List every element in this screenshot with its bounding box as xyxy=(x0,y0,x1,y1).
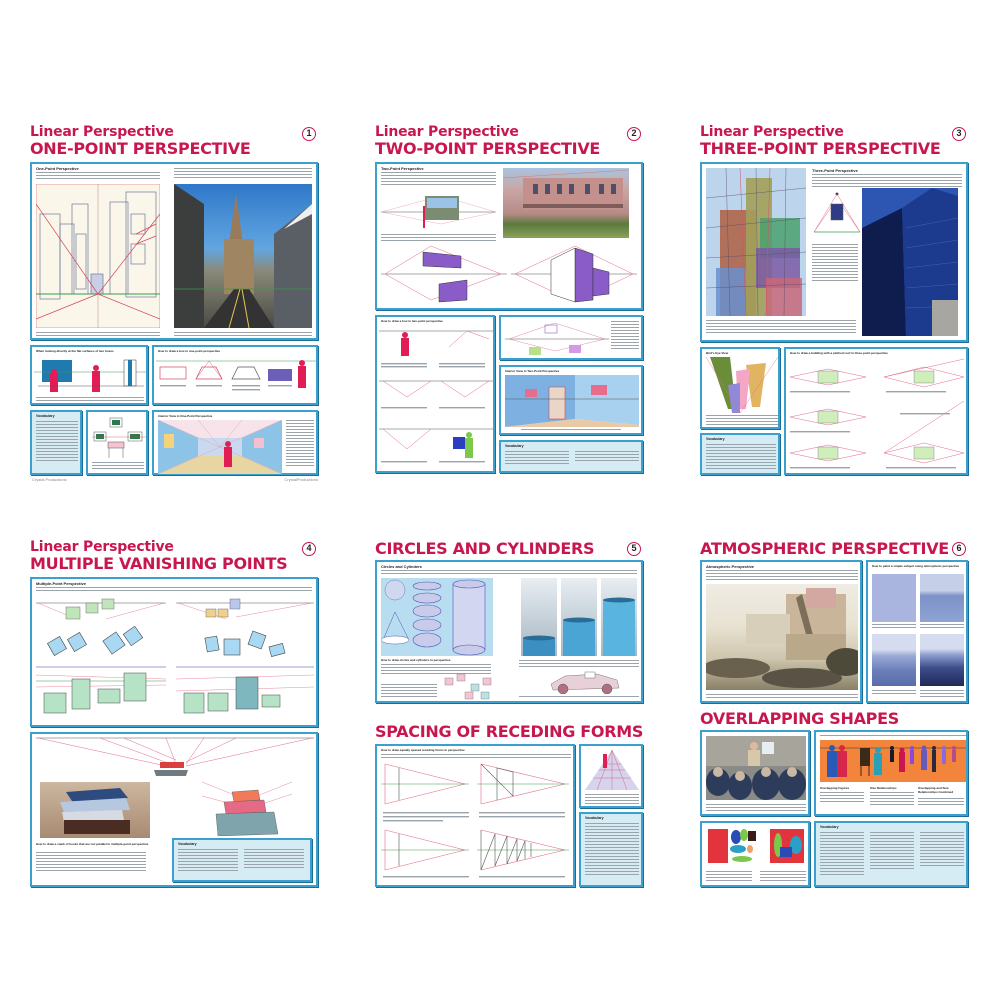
panel-title: Vocabulary xyxy=(706,437,725,441)
intro-panel xyxy=(375,162,643,310)
building-steps-illustration xyxy=(788,357,966,473)
poster-header xyxy=(375,125,645,163)
panel-title: How to draw equally spaced receding forms in perspective xyxy=(381,748,465,752)
painted-building-illustration xyxy=(706,168,806,316)
panel-title: Vocabulary xyxy=(178,842,197,846)
poster-three-point-perspective xyxy=(700,125,970,480)
overlapping-figures-label: Overlapping Figures xyxy=(820,786,850,790)
panel-title: Vocabulary xyxy=(36,414,55,418)
intro-panel xyxy=(30,162,318,340)
poster-header xyxy=(375,540,645,562)
panel-title: When looking directly at the flat surfaces of two boxes xyxy=(36,349,114,353)
receding-forms-panel xyxy=(375,744,575,887)
panel-title: Multiple-Point Perspective xyxy=(36,581,87,586)
panel-title: One-Point Perspective xyxy=(36,166,79,171)
shapes-panel xyxy=(700,821,810,887)
step-3-swatch xyxy=(872,634,916,686)
intro-text-right xyxy=(174,168,312,180)
poster-multiple-vanishing-points xyxy=(30,540,320,890)
boxes-diagram-panel xyxy=(499,315,643,360)
figures-panel xyxy=(814,730,968,816)
three-point-diagram xyxy=(812,192,862,240)
vocabulary-panel xyxy=(499,440,643,473)
poster-sup-title: Linear Perspective xyxy=(375,124,519,140)
skyscraper-photo xyxy=(862,188,958,336)
poster-number-badge: 5 xyxy=(627,542,641,556)
panel-title: Vocabulary xyxy=(505,444,524,448)
poster-header xyxy=(30,540,320,578)
panel-title: Vocabulary xyxy=(820,825,839,829)
panel-title: How to paint a simple subject using atmospheric perspective xyxy=(872,564,960,568)
poster-sup-title: Linear Perspective xyxy=(30,124,174,140)
interior-view-panel xyxy=(499,365,643,435)
building-photo xyxy=(503,168,629,238)
poster-title: ATMOSPHERIC PERSPECTIVE xyxy=(700,539,949,558)
books-drawing-illustration xyxy=(202,782,292,836)
poster-title: MULTIPLE VANISHING POINTS xyxy=(30,554,288,573)
poster-number-badge: 4 xyxy=(302,542,316,556)
panel-title: How to draw a box in two-point perspective xyxy=(381,319,443,323)
intro-panel xyxy=(700,162,968,342)
looking-at-boxes-panel xyxy=(30,345,148,405)
panel-title: Two-Point Perspective xyxy=(381,166,424,171)
interior-view-panel xyxy=(152,410,318,475)
poster-title: CIRCLES AND CYLINDERS xyxy=(375,539,595,558)
circles-cylinders-panel xyxy=(375,560,643,703)
step-1-swatch xyxy=(872,574,916,622)
footer-publisher: Crystal Productions xyxy=(32,477,67,482)
books-panel xyxy=(30,732,318,887)
panel-title: How to draw a stack of books that are not parallel in multiple-point perspective xyxy=(36,842,149,846)
coastal-village-painting xyxy=(706,584,858,690)
poster-subtitle: OVERLAPPING SHAPES xyxy=(700,709,899,728)
floating-boxes-illustration xyxy=(505,321,609,357)
box-vanishing-diagrams xyxy=(381,244,637,306)
draw-box-panel xyxy=(375,315,495,473)
poster-number-badge: 3 xyxy=(952,127,966,141)
poster-sup-title: Linear Perspective xyxy=(30,539,174,555)
intro-panel xyxy=(30,577,318,727)
receding-forms-illustration xyxy=(381,762,573,882)
panel-title: How to draw a box in one-point perspective xyxy=(158,349,221,353)
silhouettes-illustration xyxy=(820,740,966,782)
poster-two-point-perspective xyxy=(375,125,645,480)
birds-eye-view-panel xyxy=(700,347,780,429)
monitors-illustration xyxy=(92,416,146,460)
poster-header xyxy=(700,125,970,163)
panel-title: How to draw a building with a pitched roof in three-point perspective xyxy=(790,351,888,355)
vocabulary-panel xyxy=(172,838,312,882)
footer-logo: CrystalProductions xyxy=(284,477,318,482)
panel-title: Atmospheric Perspective xyxy=(706,564,755,569)
monitors-panel xyxy=(86,410,148,475)
water-glasses-photo xyxy=(519,578,639,656)
tile-floor-panel xyxy=(579,744,643,808)
poster-number-badge: 2 xyxy=(627,127,641,141)
atmospheric-intro-panel xyxy=(700,560,862,703)
poster-header xyxy=(30,125,320,163)
box-steps-illustration xyxy=(379,325,493,473)
books-vanishing-lines xyxy=(36,736,314,778)
poster-subtitle: SPACING OF RECEDING FORMS xyxy=(375,722,644,741)
street-cathedral-photo xyxy=(174,184,312,328)
books-photo xyxy=(40,782,150,838)
step-2-swatch xyxy=(920,574,964,622)
vocabulary-panel xyxy=(814,821,968,887)
panel-title: Interior View in One-Point Perspective xyxy=(158,414,213,418)
panel-title: Interior View in Two-Point Perspective xyxy=(505,369,560,373)
poster-one-point-perspective xyxy=(30,125,320,485)
car-drawing-illustration xyxy=(545,670,625,694)
poster-title: TWO-POINT PERSPECTIVE xyxy=(375,139,601,158)
panel-title: Bird's Eye View xyxy=(706,351,729,355)
box-steps-illustration xyxy=(156,355,316,403)
draw-building-panel xyxy=(784,347,968,475)
step-4-swatch xyxy=(920,634,964,686)
cups-illustration xyxy=(441,672,499,702)
tile-floor-illustration xyxy=(583,748,641,792)
birds-eye-buildings-illustration xyxy=(706,357,778,413)
street-drawing-illustration xyxy=(36,184,160,328)
boxes-figures-illustration xyxy=(34,356,146,396)
ellipses-illustration xyxy=(381,578,493,656)
size-relationships-label: Size Relationships xyxy=(870,786,897,790)
multiple-boxes-illustration xyxy=(36,595,314,725)
vocabulary-panel xyxy=(579,812,643,887)
poster-title: THREE-POINT PERSPECTIVE xyxy=(700,139,941,158)
poster-header xyxy=(700,540,970,562)
two-point-photo-diagram xyxy=(381,192,496,228)
overlapping-shapes-illustration xyxy=(706,827,808,867)
interior-room-illustration xyxy=(505,375,639,427)
interior-room-illustration xyxy=(158,420,282,474)
panel-title: Three-Point Perspective xyxy=(812,168,858,173)
poster-number-badge: 6 xyxy=(952,542,966,556)
panel-title: Circles and Cylinders xyxy=(381,564,422,569)
poster-number-badge: 1 xyxy=(302,127,316,141)
overlap-size-label: Overlapping and Size Relationships Combined xyxy=(918,786,954,794)
classroom-photo-panel xyxy=(700,730,810,816)
classroom-photo xyxy=(706,736,806,800)
poster-atmospheric-perspective xyxy=(700,540,970,890)
paint-subject-panel xyxy=(866,560,968,703)
poster-circles-and-cylinders xyxy=(375,540,645,890)
intro-text xyxy=(36,172,160,181)
vocabulary-panel xyxy=(30,410,82,475)
panel-title: How to draw circles and cylinders in perspective xyxy=(381,658,451,662)
vocabulary-panel xyxy=(700,433,780,475)
poster-sup-title: Linear Perspective xyxy=(700,124,844,140)
poster-title: ONE-POINT PERSPECTIVE xyxy=(30,139,251,158)
draw-box-panel xyxy=(152,345,318,405)
panel-title: Vocabulary xyxy=(585,816,604,820)
